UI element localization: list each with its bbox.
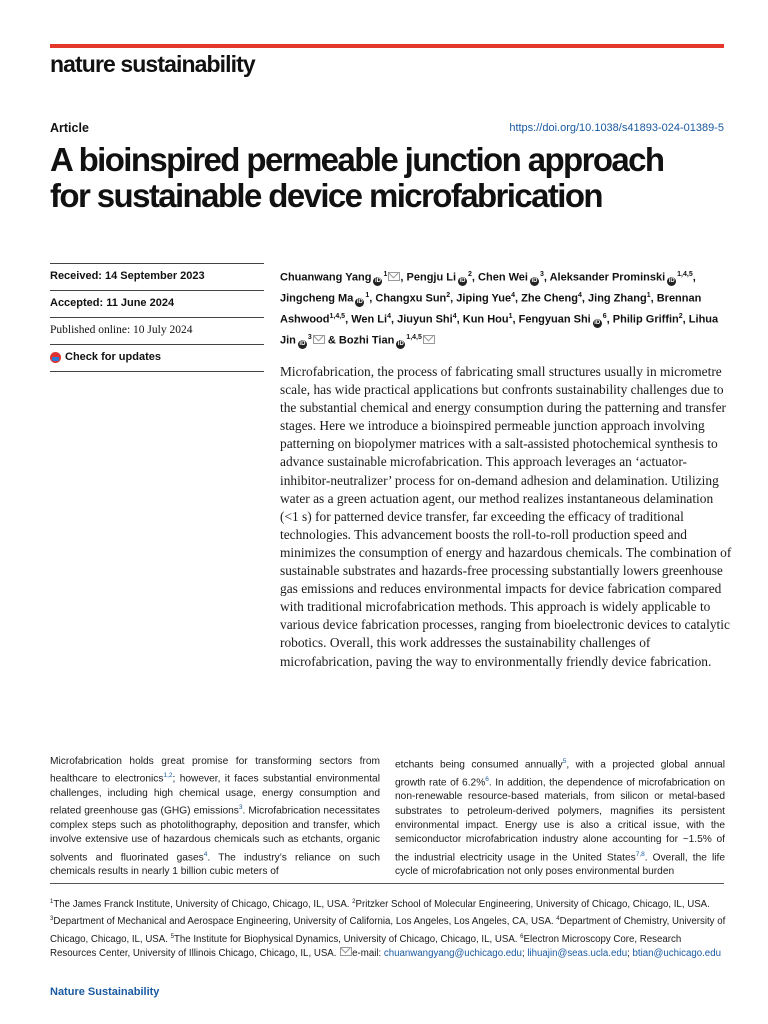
author-affiliation-sup: 4: [452, 313, 457, 321]
text-run: . Overall, the life cycle of microfabrication not only poses environmental burden: [395, 851, 725, 878]
author-name: Philip Griffin: [612, 313, 679, 326]
text-run: Department of Chemistry, University of Chicago, Chicago, IL, USA.: [50, 916, 726, 946]
author-affiliation-sup: 1,4,5: [406, 334, 422, 342]
published-row: Published online: 10 July 2024: [50, 318, 264, 345]
author-name: Wen Li: [351, 313, 388, 326]
author-affiliation-sup: 1,4,5: [329, 313, 346, 321]
author-affiliation-sup: 2: [446, 292, 451, 300]
check-for-updates-icon: [50, 352, 61, 363]
author-name: Brennan Ashwood: [280, 292, 702, 326]
author-name: Aleksander Prominski: [549, 271, 666, 284]
title-line-1: A bioinspired permeable junction approach: [50, 141, 664, 178]
text-run: Microfabrication holds great promise for transforming sectors from healthcare to electronics: [50, 756, 380, 785]
footer-journal-name: Nature Sustainability: [50, 986, 160, 998]
author-name: Pengju Li: [406, 271, 457, 284]
author-name: Jingcheng Ma: [280, 292, 354, 305]
reference-sup[interactable]: 1: [50, 899, 54, 905]
text-run: The Institute for Biophysical Dynamics, University of Chicago, Chicago, IL, USA.: [173, 934, 521, 946]
doi-link[interactable]: https://doi.org/10.1038/s41893-024-01389-5: [509, 122, 724, 134]
author-name: Lihua Jin: [280, 313, 719, 348]
author-name: Bozhi Tian: [338, 335, 395, 348]
reference-sup[interactable]: 4: [203, 850, 208, 858]
orcid-icon[interactable]: iD: [594, 319, 601, 326]
text-run: Electron Microscopy Core, Research Resources Center, University of Illinois Chicago, Chicago, IL, USA.: [50, 934, 682, 960]
mail-icon[interactable]: [423, 335, 435, 344]
reference-sup[interactable]: 6: [485, 775, 489, 783]
body-column-2: [395, 755, 725, 880]
reference-sup[interactable]: 2: [352, 899, 356, 905]
author-affiliation-sup: 3: [307, 334, 312, 342]
author-name: Kun Hou: [462, 313, 509, 326]
author-name: Jing Zhang: [588, 292, 647, 305]
text-run: Department of Mechanical and Aerospace Engineering, University of California, Los Angeles, Los Angeles, CA, USA.: [53, 916, 557, 928]
author-affiliation-sup: 1: [365, 292, 370, 300]
author-affiliation-sup: 2: [678, 313, 683, 321]
orcid-icon[interactable]: iD: [374, 277, 381, 284]
accepted-row: [50, 291, 264, 318]
title-line-2: for sustainable device microfabrication: [50, 177, 602, 214]
author-affiliation-sup: 1,4,5: [677, 271, 693, 278]
journal-name: nature sustainability: [50, 51, 255, 77]
reference-sup[interactable]: 6: [520, 933, 524, 940]
orcid-icon[interactable]: iD: [356, 298, 363, 305]
email-link[interactable]: lihuajin@seas.ucla.edu: [527, 948, 628, 960]
body-column-1: [50, 755, 380, 880]
text-run: . Microfabrication necessitates complex steps such as photolithography, deposition and transfer, which involve extensive use of hazardous chemicals such as etchants, organic solvents and fluorinated gases: [50, 805, 380, 863]
reference-sup[interactable]: 3: [238, 804, 243, 812]
email-link[interactable]: btian@uchicago.edu: [632, 948, 721, 960]
accepted-label: Accepted:: [50, 297, 104, 309]
article-type: Article: [50, 121, 89, 135]
reference-sup[interactable]: 5: [562, 758, 567, 765]
text-run: e-mail:: [352, 948, 384, 960]
author-name: Chen Wei: [478, 271, 528, 284]
orcid-icon[interactable]: iD: [459, 277, 466, 284]
reference-sup[interactable]: 4: [556, 916, 560, 923]
check-updates-row[interactable]: [50, 345, 264, 372]
author-affiliation-sup: 6: [602, 313, 607, 321]
orcid-icon[interactable]: iD: [397, 341, 404, 348]
received-date: 14 September 2023: [104, 270, 205, 282]
reference-sup[interactable]: 3: [50, 916, 54, 923]
author-name: Jiuyun Shi: [397, 313, 453, 326]
text-run: . The industry’s reliance on such chemicals results in nearly 1 billion cubic meters of: [50, 851, 380, 878]
affiliation-divider: [50, 883, 724, 884]
header-rule: [50, 44, 724, 48]
text-run: , with a projected global annual growth rate of 6.2%: [395, 759, 725, 789]
affiliations: [50, 895, 726, 962]
accepted-date: 11 June 2024: [106, 297, 175, 309]
check-for-updates-label: Check for updates: [65, 351, 161, 363]
mail-icon[interactable]: [313, 335, 325, 344]
reference-sup[interactable]: 7,8: [635, 850, 645, 858]
text-run: etchants being consumed annually: [395, 759, 563, 771]
mail-icon: [340, 947, 352, 956]
orcid-icon[interactable]: iD: [531, 277, 538, 284]
author-name: Chuanwang Yang: [280, 271, 372, 284]
text-run: . In addition, the dependence of microfabrication on non-renewable resource-based materials, from silicon or metal-based substrates to petroleum-derived polymers, magnifies its persistent environmental impact. Energy use is also a critical issue, with the semiconductor microfabrication industry alone accounting for ~1.5% of the industrial electricity usage in the United States: [395, 777, 726, 863]
article-title: [50, 142, 740, 214]
author-name: Changxu Sun: [375, 292, 447, 305]
author-name: Fengyuan Shi: [518, 313, 591, 326]
check-for-updates-button[interactable]: [50, 345, 264, 370]
author-affiliation-sup: 4: [577, 292, 582, 300]
author-affiliation-sup: 4: [387, 313, 391, 321]
author-affiliation-sup: 1: [383, 271, 388, 278]
author-list: Chuanwang Yang $iD^1$ , Pengju Li $iD^2$, Chen Wei $iD^3$, Aleksander Prominski iD$^{1,4,5}$, Jingcheng Ma $iD^1$, Changxu Sun$^2$, Jiping Yue$^4$, Zhe Cheng$^4$, Jing Zhang$^1$, Brennan Ashwood$^{1,4,5}$, Wen Li$^4$, Jiuyun Shi$^4$, Kun Hou$^1$, Fengyuan Shi $iD^6$, Philip Griffin$^2$, Lihua Jin $iD^3$ & Bozhi Tian iD$^{1,4,5}$: [280, 271, 719, 348]
text-run: Pritzker School of Molecular Engineering, University of Chicago, Chicago, IL, USA.: [355, 899, 710, 911]
text-run: ; however, it faces substantial environmental challenges, including high chemical usage, energy consumption and related greenhouse gas (GHG) emissions: [50, 773, 380, 817]
text-run: ;: [521, 948, 528, 960]
orcid-icon[interactable]: iD: [668, 277, 675, 284]
author-affiliation-sup: 2: [468, 271, 472, 278]
abstract: Microfabrication, the process of fabricating small structures usually in micrometre scale, has wide practical applications but confronts sustainability challenges due to the substantial chemical and energy consumption during the patterning and transfer stages. Here we introduce a bioinspired permeable junction approach involving patterning on biopolymer matrices with a salt-assisted photochemical synthesis to advance sustainable microfabrication. This approach leverages an ‘actuator-inhibitor-neutralizer’ process for on-demand adhesion and delamination. Utilizing water as a green actuation agent, our method realizes instantaneous delamination (<1 s) for patterned device transfer, far exceeding the efficacy of traditional technologies. This advancement boosts the roll-to-roll production speed and minimizes the consumption of energy and hazardous chemicals. The combination of sustainable substrates and hazards-free processing substantially lowers greenhouse gas emissions and reduces environmental impacts for device fabrication compared with traditional microfabrication methods. This approach is widely applicable to various device fabrication processes, ranging from bioelectronic devices to catalytic robotics. Overall, this work addresses the sustainability challenges of microfabrication, paving the way to environmentally friendly device fabrication.: [280, 364, 732, 669]
author-name: Zhe Cheng: [521, 292, 578, 305]
orcid-icon[interactable]: iD: [299, 341, 306, 348]
received-label: Received:: [50, 270, 102, 282]
text-run: The James Franck Institute, University of Chicago, Chicago, IL, USA.: [53, 899, 353, 911]
received-row: [50, 263, 264, 291]
article-dates-sidebar: [50, 263, 264, 372]
author-affiliation-sup: 3: [539, 271, 544, 278]
author-affiliation-sup: 1: [508, 313, 513, 321]
author-name: Jiping Yue: [456, 292, 512, 305]
reference-sup[interactable]: 1,2: [163, 772, 173, 780]
author-affiliation-sup: 4: [511, 292, 516, 300]
author-affiliation-sup: 1: [646, 292, 651, 300]
reference-sup[interactable]: 5: [170, 933, 174, 940]
email-link[interactable]: chuanwangyang@uchicago.edu: [383, 948, 522, 960]
text-run: ;: [627, 948, 633, 960]
mail-icon[interactable]: [388, 272, 400, 281]
